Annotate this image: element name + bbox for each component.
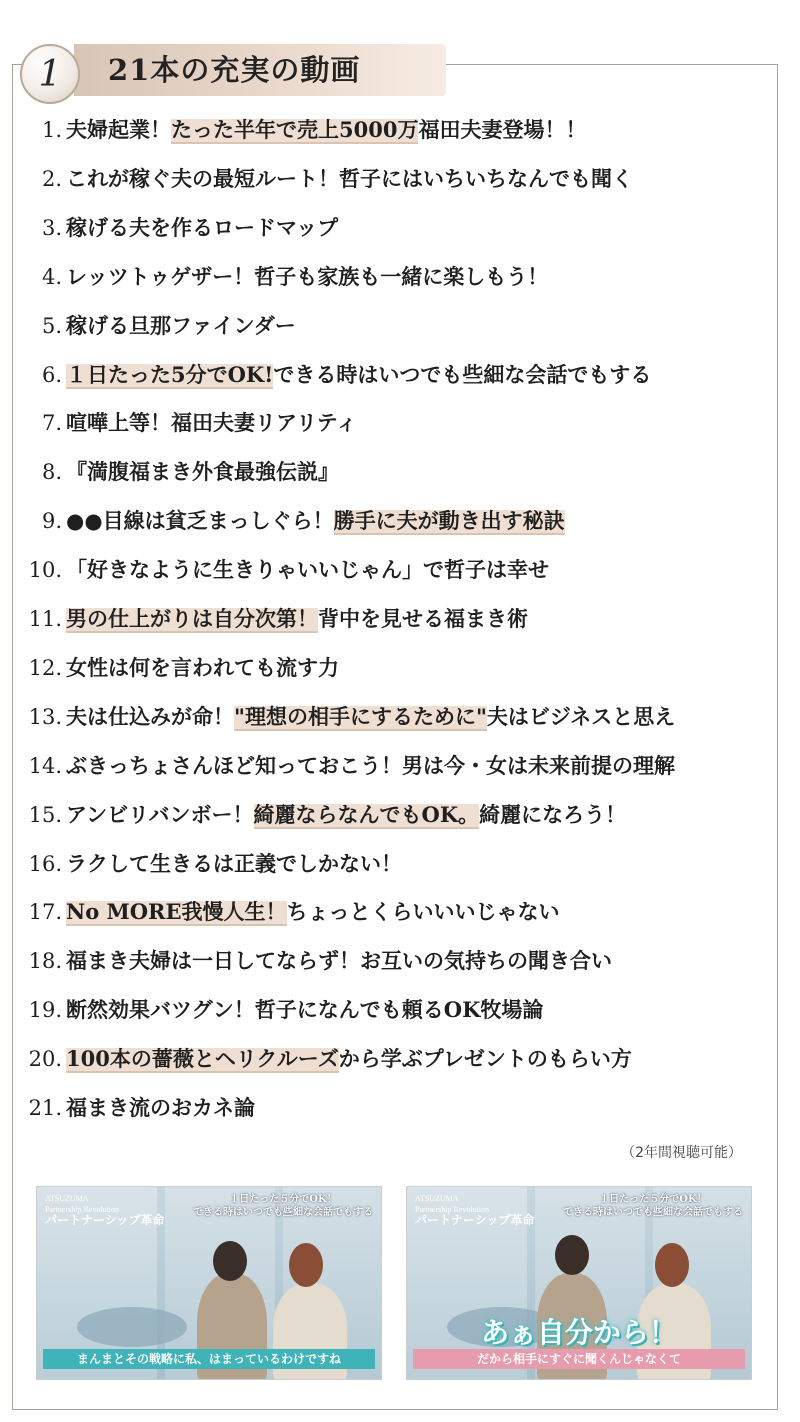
video-list-item <box>0 308 800 344</box>
item-title <box>66 748 675 784</box>
item-title-highlight: "理想の相手にするために" <box>234 703 487 729</box>
video-list-item <box>0 454 800 490</box>
item-title-text: 福まき夫婦は一日してならず！お互いの気持ちの聞き合い <box>66 948 612 974</box>
person-man-head <box>555 1235 589 1275</box>
episode-caption <box>193 1193 373 1219</box>
video-list-item <box>0 894 800 930</box>
item-title <box>66 943 612 979</box>
item-title-text: アンビリバンボー！ <box>66 801 254 827</box>
brand-subtitle: Partnership Revolution <box>415 1205 489 1214</box>
item-title <box>66 503 565 539</box>
item-number: 11. <box>28 607 62 631</box>
brand-logo <box>415 1193 535 1226</box>
video-list-item <box>0 1041 800 1077</box>
video-list-item <box>0 259 800 295</box>
item-title-text: 夫はビジネスと思え <box>486 703 676 729</box>
emphasis-caption: あぁ自分から！ <box>481 1316 677 1349</box>
item-title <box>66 650 339 686</box>
subtitle-bar: だから相手にすぐに聞くんじゃなくて <box>413 1349 745 1369</box>
section-title: 21本の充実の動画 <box>108 53 361 87</box>
item-title <box>66 405 357 441</box>
item-number: 6. <box>41 362 62 387</box>
item-title-highlight: 100本の薔薇とヘリクルーズ <box>66 1046 339 1072</box>
item-title-text: ちょっとくらいいいじゃない <box>286 899 560 925</box>
item-title-highlight: たった半年で売上5000万 <box>171 117 419 142</box>
brand-title: パートナーシップ革命 <box>415 1213 535 1227</box>
item-title-text: 稼げる夫を作るロードマップ <box>66 214 339 240</box>
video-list-item <box>0 992 800 1028</box>
video-list-item <box>0 1090 800 1126</box>
item-number: 10. <box>28 558 62 583</box>
item-number: 7. <box>41 411 62 436</box>
person-man-head <box>213 1241 247 1281</box>
table-shape <box>77 1307 187 1347</box>
item-title <box>66 699 675 735</box>
item-title <box>66 357 651 393</box>
item-title-highlight: 綺麗ならなんでもOK。 <box>253 801 480 827</box>
video-list-item <box>0 748 800 784</box>
video-list-item <box>0 210 800 246</box>
video-list-item <box>0 161 800 197</box>
item-title-text: ラクして生きるは正義でしかない！ <box>66 850 402 876</box>
episode-caption <box>563 1193 743 1219</box>
video-list-item <box>0 552 800 588</box>
item-title-text: 背中を見せる福まき術 <box>318 606 528 631</box>
item-number: 17. <box>28 900 62 925</box>
person-woman-head <box>655 1243 689 1287</box>
video-list-item <box>0 503 800 539</box>
item-title-text: 福まき流のおカネ論 <box>66 1095 255 1120</box>
item-title-text: 喧嘩上等！福田夫妻リアリティ <box>66 410 358 436</box>
item-number: 20. <box>28 1047 62 1072</box>
item-title-text: から学ぶプレゼントのもらい方 <box>338 1046 632 1072</box>
item-title <box>66 112 586 148</box>
brand-logo <box>45 1193 165 1226</box>
item-title-text: 綺麗になろう！ <box>479 801 627 827</box>
video-list-item <box>0 846 800 882</box>
item-title <box>66 894 560 930</box>
item-number: 21. <box>28 1096 62 1120</box>
item-number: 5. <box>41 313 62 338</box>
item-title-highlight: No MORE我慢人生！ <box>66 899 287 925</box>
item-title <box>66 1090 255 1126</box>
item-title-highlight: 勝手に夫が動き出す秘訣 <box>333 508 565 534</box>
viewing-period-note: （2年間視聴可能） <box>621 1145 742 1161</box>
video-list-item <box>0 797 800 833</box>
video-list-item <box>0 699 800 735</box>
video-list-item <box>0 943 800 979</box>
subtitle-bar: まんまとその戦略に私、はまっているわけですね <box>43 1349 375 1369</box>
video-thumbnail-2[interactable] <box>406 1186 752 1380</box>
item-title <box>66 210 338 246</box>
item-title <box>66 259 548 295</box>
item-title <box>66 454 339 490</box>
item-title-text: ぶきっちょさんほど知っておこう！男は今・女は未来前提の理解 <box>66 752 675 778</box>
item-title-text: 福田夫妻登場！！ <box>418 117 587 142</box>
item-title-text: 稼げる旦那ファインダー <box>66 312 296 338</box>
video-thumbnail-1[interactable] <box>36 1186 382 1380</box>
item-title <box>66 797 626 833</box>
item-title <box>66 552 549 588</box>
video-list-item <box>0 650 800 686</box>
brand-title: パートナーシップ革命 <box>45 1213 165 1227</box>
item-title-text: 夫は仕込みが命！ <box>66 703 234 729</box>
item-title-highlight: 男の仕上がりは自分次第！ <box>66 606 318 631</box>
brand-name: ATSUZUMA <box>45 1194 89 1203</box>
item-title-text: 断然効果バツグン！哲子になんでも頼るOK牧場論 <box>66 997 544 1023</box>
item-title-text: できる時はいつでも些細な会話でもする <box>273 361 652 387</box>
item-title <box>66 846 402 882</box>
item-title <box>66 161 633 197</box>
caption-line-2: できる時はいつでも些細な会話でもする <box>193 1207 373 1218</box>
item-number: 3. <box>41 215 62 240</box>
caption-line-2: できる時はいつでも些細な会話でもする <box>563 1207 743 1218</box>
item-title-text: ●●目線は貧乏まっしぐら！ <box>66 508 334 534</box>
brand-subtitle: Partnership Revolution <box>45 1205 119 1214</box>
person-woman-head <box>289 1243 323 1287</box>
item-title-text: 女性は何を言われても流す力 <box>66 654 339 680</box>
item-number: 4. <box>41 264 62 289</box>
item-number: 19. <box>28 998 62 1023</box>
caption-line-1: １日たった５分でOK！ <box>229 1194 337 1205</box>
item-title-highlight: １日たった5分でOK! <box>66 361 274 387</box>
item-title-text: これが稼ぐ夫の最短ルート！哲子にはいちいちなんでも聞く <box>66 165 633 191</box>
video-list-item <box>0 601 800 637</box>
item-title-text: レッツトゥゲザー！哲子も家族も一緒に楽しもう！ <box>66 263 549 289</box>
video-list-item <box>0 357 800 393</box>
brand-name: ATSUZUMA <box>415 1194 459 1203</box>
item-number: 8. <box>41 460 62 485</box>
item-title-text: 夫婦起業！ <box>66 117 171 142</box>
item-number: 2. <box>41 166 62 191</box>
item-number: 13. <box>28 704 62 729</box>
item-number: 18. <box>28 949 62 974</box>
item-number: 1. <box>41 118 62 142</box>
item-number: 9. <box>41 509 62 534</box>
item-title <box>66 1041 632 1077</box>
item-title-text: 「好きなように生きりゃいいじゃん」で哲子は幸せ <box>66 557 549 583</box>
item-number: 14. <box>28 753 62 778</box>
item-number: 16. <box>28 851 62 876</box>
video-list-item <box>0 112 800 148</box>
item-title-text: 『満腹福まき外食最強伝説』 <box>66 459 339 485</box>
item-title <box>66 992 543 1028</box>
item-number: 12. <box>28 655 62 680</box>
section-number-badge: 1 <box>20 44 80 104</box>
caption-line-1: １日たった５分でOK！ <box>599 1194 707 1205</box>
video-list-item <box>0 405 800 441</box>
item-number: 15. <box>28 802 62 827</box>
item-title <box>66 308 296 344</box>
item-title <box>66 601 528 637</box>
